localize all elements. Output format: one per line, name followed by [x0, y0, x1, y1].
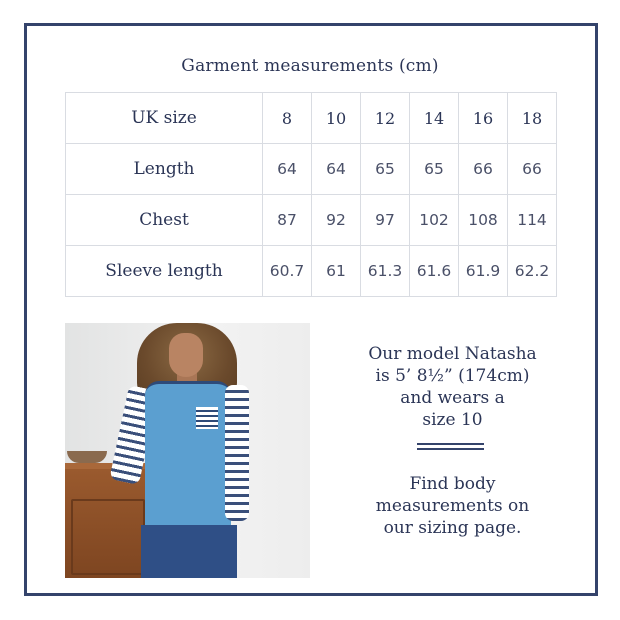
sizing-info[interactable] [340, 473, 565, 539]
value-cell: 66 [459, 144, 508, 195]
value-cell: 61.3 [361, 246, 410, 297]
value-cell: 97 [361, 195, 410, 246]
table-title: Garment measurements (cm) [181, 56, 439, 76]
header-label: UK size [66, 93, 263, 144]
sizing-line: measurements on [375, 496, 530, 516]
model-info [340, 343, 565, 431]
model-line: and wears a [400, 388, 505, 408]
value-cell: 61.9 [459, 246, 508, 297]
divider-line [417, 448, 484, 450]
sizing-line: Find body [409, 474, 496, 494]
size-cell: 18 [508, 93, 557, 144]
model-line: size 10 [422, 410, 483, 430]
row-label: Length [66, 144, 263, 195]
divider-line [417, 443, 484, 445]
photo-jeans [141, 525, 237, 578]
value-cell: 61.6 [410, 246, 459, 297]
value-cell: 87 [263, 195, 312, 246]
photo-pocket [196, 407, 218, 429]
size-cell: 12 [361, 93, 410, 144]
value-cell: 64 [312, 144, 361, 195]
table-header-row [66, 93, 557, 144]
photo-sleeve-right [225, 385, 249, 521]
photo-face [169, 333, 203, 377]
value-cell: 114 [508, 195, 557, 246]
model-line: is 5’ 8½” (174cm) [375, 366, 530, 386]
photo-bowl [67, 451, 107, 463]
value-cell: 65 [361, 144, 410, 195]
value-cell: 61 [312, 246, 361, 297]
double-divider [417, 443, 484, 450]
sizing-line: our sizing page. [383, 518, 522, 538]
table-row [66, 195, 557, 246]
size-cell: 16 [459, 93, 508, 144]
model-line: Our model Natasha [368, 344, 537, 364]
photo-shirt [145, 381, 231, 530]
value-cell: 66 [508, 144, 557, 195]
value-cell: 64 [263, 144, 312, 195]
value-cell: 102 [410, 195, 459, 246]
value-cell: 92 [312, 195, 361, 246]
value-cell: 60.7 [263, 246, 312, 297]
size-table [65, 92, 557, 297]
value-cell: 65 [410, 144, 459, 195]
size-cell: 14 [410, 93, 459, 144]
size-cell: 10 [312, 93, 361, 144]
photo-drawer [71, 499, 145, 575]
row-label: Chest [66, 195, 263, 246]
value-cell: 108 [459, 195, 508, 246]
model-photo [65, 323, 310, 578]
table-row [66, 246, 557, 297]
table-row [66, 144, 557, 195]
value-cell: 62.2 [508, 246, 557, 297]
row-label: Sleeve length [66, 246, 263, 297]
size-cell: 8 [263, 93, 312, 144]
